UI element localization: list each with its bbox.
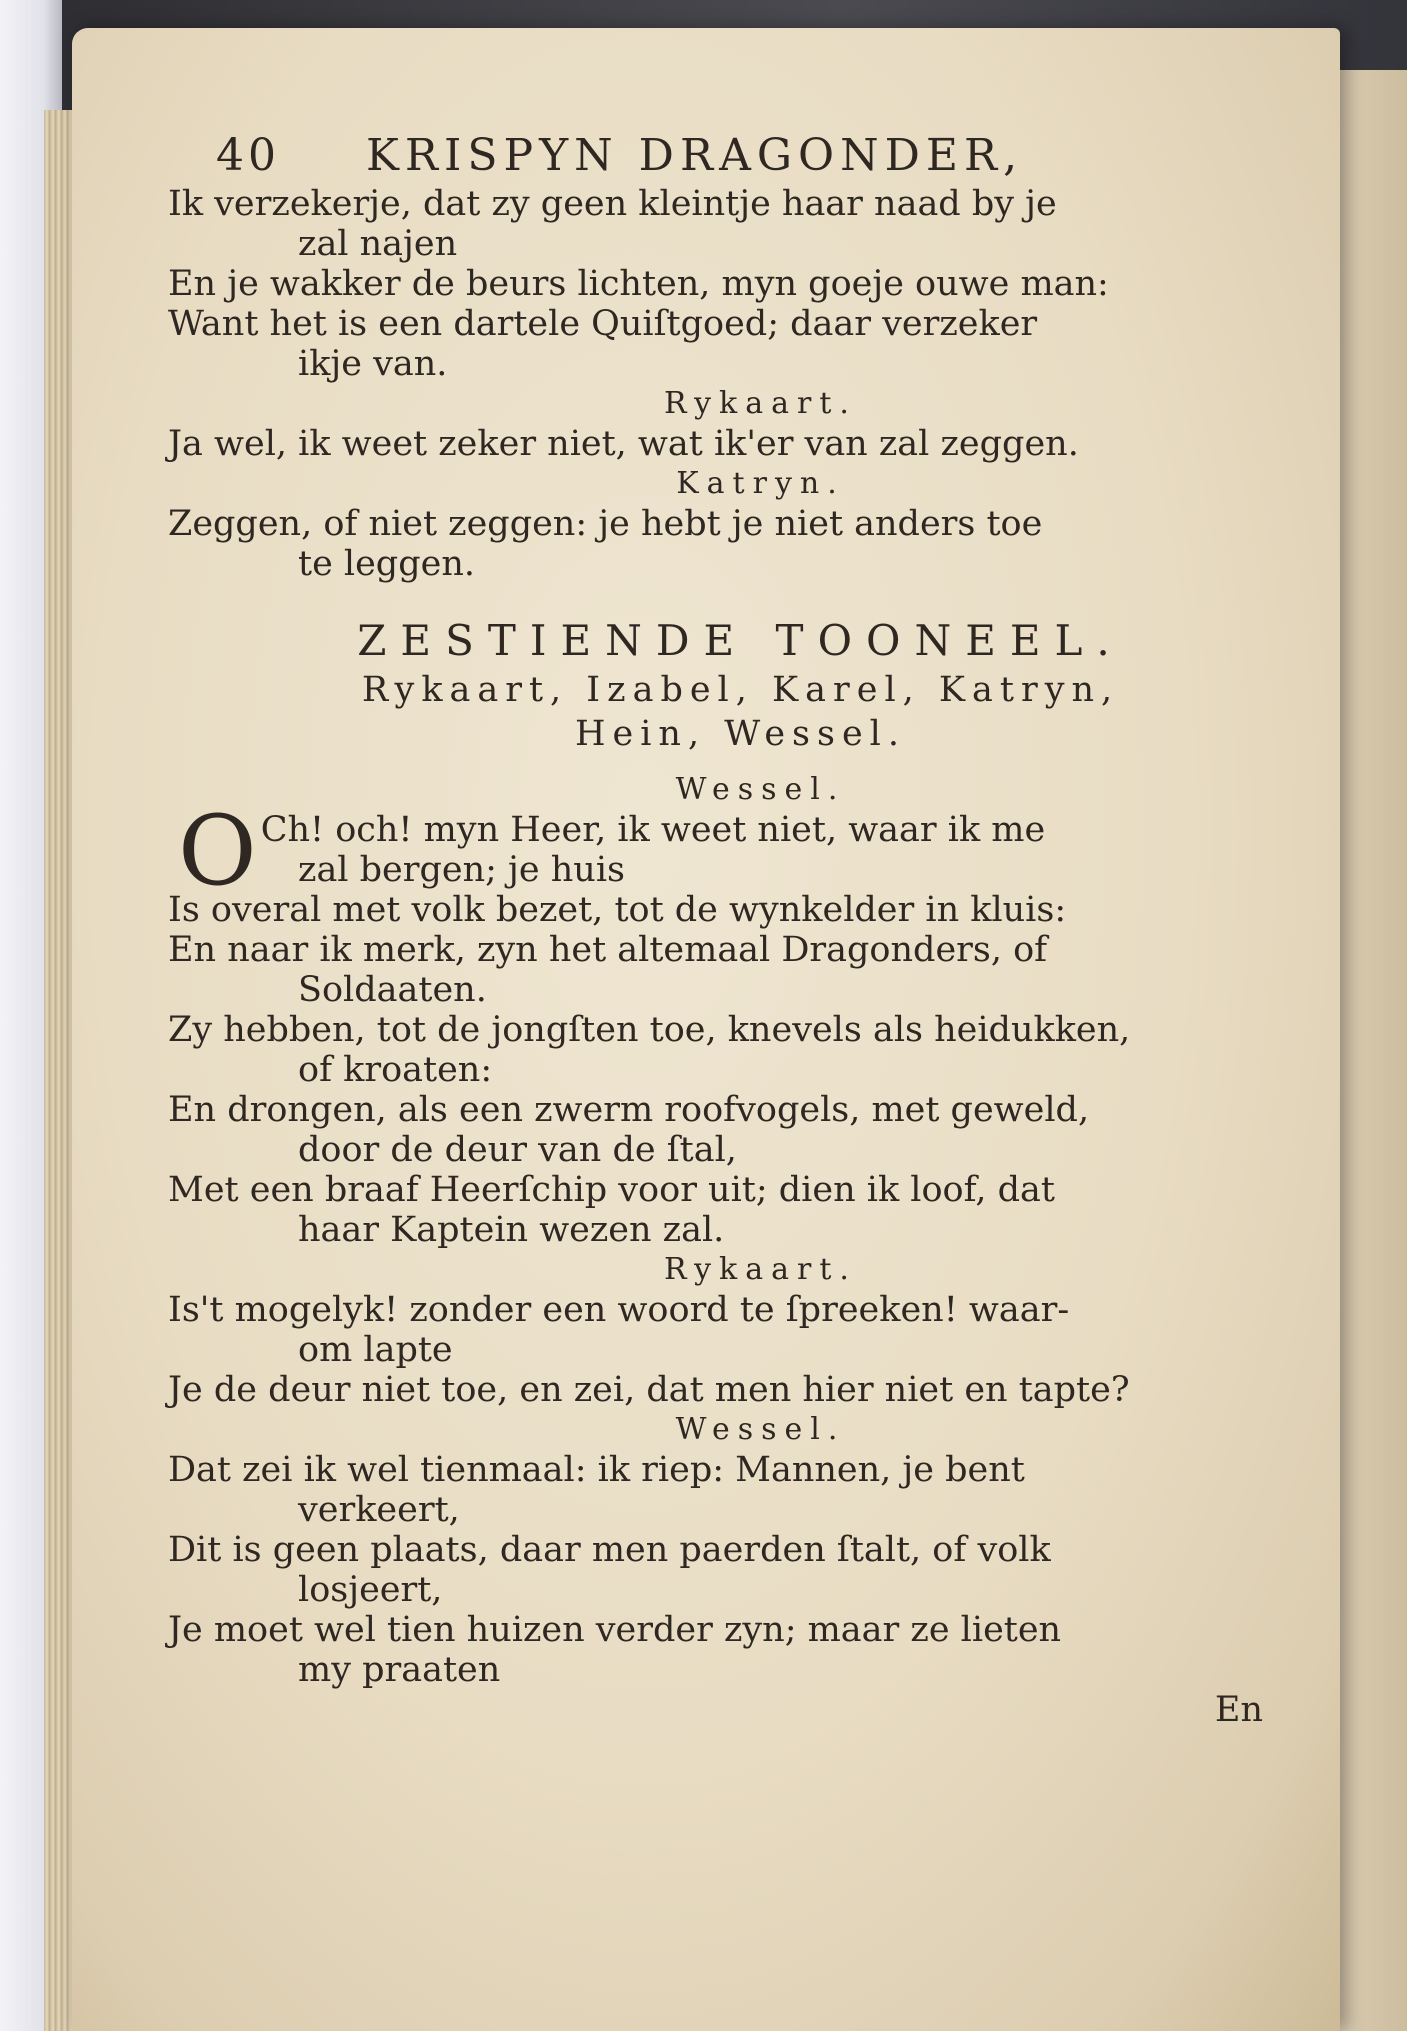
verse-line: om lapte (298, 1330, 453, 1370)
verse-line: verkeert, (298, 1490, 460, 1530)
running-head (168, 122, 1273, 184)
verse-line: losjeert, (298, 1570, 443, 1610)
speaker-heading: Rykaart. (664, 1252, 857, 1287)
verse-line: haar Kaptein wezen zal. (298, 1210, 725, 1250)
verse-line: Met een braaf Heerſchip voor uit; dien ik loof, dat (168, 1170, 1055, 1210)
verse-line: ikje van. (298, 344, 448, 384)
verse-line: Ik verzekerje, dat zy geen kleintje haar naad by je (168, 184, 1057, 224)
verse-block-katryn (168, 184, 1273, 384)
speaker-heading: Rykaart. (664, 386, 857, 421)
verse-line: Je de deur niet toe, en zei, dat men hier niet en tapte? (168, 1370, 1130, 1410)
verse-line: Zeggen, of niet zeggen: je hebt je niet anders toe (168, 504, 1043, 544)
verse-line: En drongen, als een zwerm roofvogels, met geweld, (168, 1090, 1090, 1130)
speaker-heading: Katryn. (676, 466, 845, 501)
verse-line: Dit is geen plaats, daar men paerden ſtalt, of volk (168, 1530, 1051, 1570)
opening-line (168, 795, 1273, 907)
verse-line: Zy hebben, tot de jongſten toe, knevels als heidukken, (168, 1010, 1131, 1050)
verse-block-wessel (168, 795, 1273, 1250)
page-text (168, 122, 1273, 1730)
verse-line: Soldaaten. (298, 970, 487, 1010)
scene-heading: ZESTIENDE TOONEEL. (357, 616, 1124, 665)
cast-list: Rykaart, Izabel, Karel, Katryn, (361, 670, 1120, 710)
verse-block-wessel-2 (168, 1450, 1273, 1690)
speaker-heading: Wessel. (675, 772, 846, 807)
verse-line: Is overal met volk bezet, tot de wynkelder in kluis: (168, 890, 1067, 930)
verse-line: zal najen (298, 224, 458, 264)
catchword: En (1214, 1690, 1263, 1730)
verse-line: Je moet wel tien huizen verder zyn; maar ze lieten (168, 1610, 1062, 1650)
cast-list: Hein, Wessel. (574, 714, 906, 754)
verse-block-rykaart-2 (168, 1290, 1273, 1410)
verse-line: Ch! och! myn Heer, ik weet niet, waar ik me (260, 810, 1046, 850)
verse-line: Dat zei ik wel tienmaal: ik riep: Mannen, je bent (168, 1450, 1025, 1490)
verse-line: zal bergen; je huis (298, 850, 625, 890)
drop-cap: O (178, 795, 257, 907)
verse-line: Is't mogelyk! zonder een woord te ſpreeken! waar- (168, 1290, 1070, 1330)
verse-line: my praaten (298, 1650, 501, 1690)
page-number: 40 (216, 130, 280, 181)
verse-line: door de deur van de ſtal, (298, 1130, 737, 1170)
verse-line: of kroaten: (298, 1050, 493, 1090)
verse-line: En je wakker de beurs lichten, myn goeje ouwe man: (168, 264, 1109, 304)
verse-line: Ja wel, ik weet zeker niet, wat ik'er van zal zeggen. (168, 424, 1079, 464)
speaker-heading: Wessel. (675, 1412, 846, 1447)
verse-block-rykaart (168, 424, 1273, 464)
verse-block-katryn-2 (168, 504, 1273, 584)
verse-line: Want het is een dartele Quiſtgoed; daar verzeker (168, 304, 1038, 344)
running-title: KRISPYN DRAGONDER, (366, 130, 1024, 181)
verse-line: te leggen. (298, 544, 475, 584)
verse-line: En naar ik merk, zyn het altemaal Dragonders, of (168, 930, 1048, 970)
